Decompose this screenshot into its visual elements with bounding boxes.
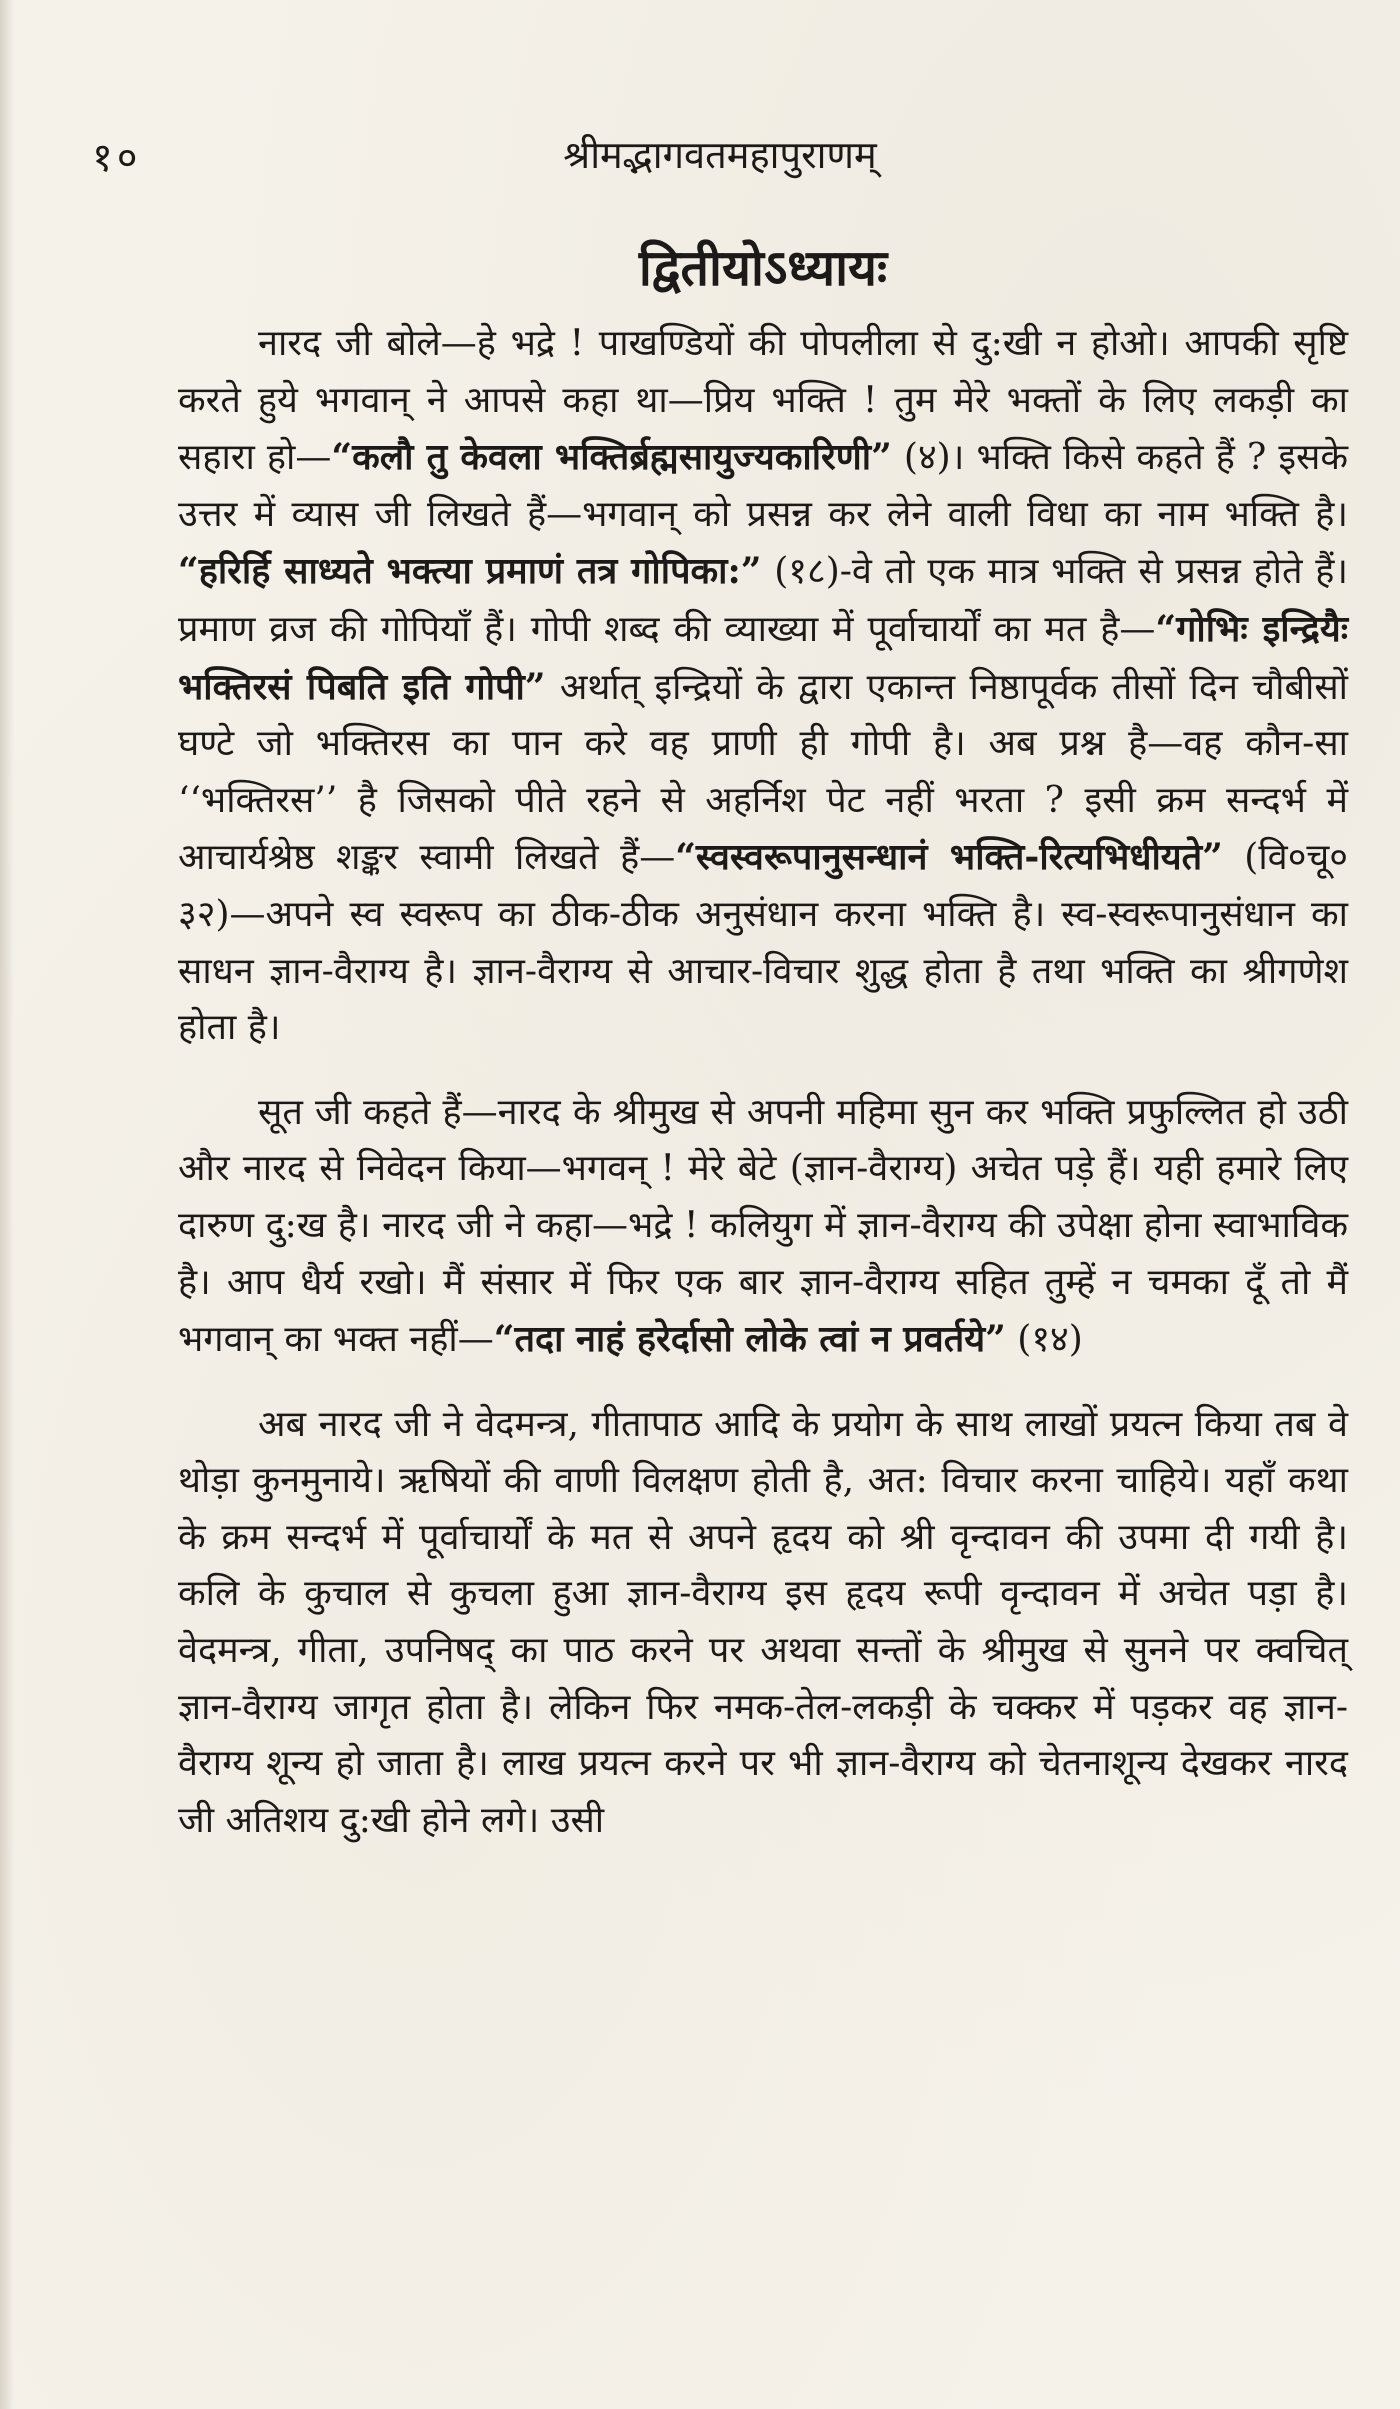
paragraph-1-text-c: (१८)-वे तो एक मात्र भक्ति से प्रसन्न होते हैं। प्रमाण व्रज की गोपियाँ हैं। गोपी शब्द की व्याख्या में पूर्वाचार्यों का मत है— bbox=[178, 551, 1348, 650]
page-edge-shadow bbox=[0, 0, 14, 2409]
sanskrit-quote: “तदा नाहं हरेर्दासो लोके त्वां न प्रवर्तये” bbox=[493, 1318, 1006, 1361]
paragraph-2-text-b: (१४) bbox=[1005, 1319, 1083, 1361]
sanskrit-quote: “गोभिः इन्द्रियैः भक्तिरसं पिबति इति गोपी” bbox=[178, 607, 1348, 708]
paragraph-1-text-b: (४)। भक्ति किसे कहते हैं ? इसके उत्तर में व्यास जी लिखते हैं—भगवान् को प्रसन्न कर लेने वाली विधा का नाम भक्ति है। bbox=[178, 437, 1348, 535]
sanskrit-quote: “हरिर्हि साध्यते भक्त्या प्रमाणं तत्र गोपिका:” bbox=[178, 550, 762, 593]
running-title: श्रीमद्भागवतमहापुराणम् bbox=[563, 133, 877, 177]
paragraph-1-text-e: (वि०चू० ३२)—अपने स्व स्वरूप का ठीक-ठीक अनुसंधान करना भक्ति है। स्व-स्वरूपानुसंधान का साधन ज्ञान-वैराग्य है। ज्ञान-वैराग्य से आचार-विचार शुद्ध होता है तथा भक्ति का श्रीगणेश होता है। bbox=[178, 837, 1348, 1049]
page-header bbox=[92, 128, 1348, 188]
paragraph-2 bbox=[178, 1085, 1348, 1369]
paragraph-3-text-a: अब नारद जी ने वेदमन्त्र, गीतापाठ आदि के प्रयोग के साथ लाखों प्रयत्न किया तब वे थोड़ा कुनमुनाये। ऋषियों की वाणी विलक्षण होती है, अत: विचार करना चाहिये। यहाँ कथा के क्रम सन्दर्भ में पूर्वाचार्यों के मत से अपने हृदय को श्री वृन्दावन की उपमा दी गयी है। कलि के कुचाल से कुचला हुआ ज्ञान-वैराग्य इस हृदय रूपी वृन्दावन में अचेत पड़ा है। वेदमन्त्र, गीता, उपनिषद् का पाठ करने पर अथवा सन्तों के श्रीमुख से सुनने पर क्वचित् ज्ञान-वैराग्य जागृत होता है। लेकिन फिर नमक-तेल-लकड़ी के चक्कर में पड़कर वह ज्ञान-वैराग्य शून्य हो जाता है। लाख प्रयत्न करने पर भी ज्ञान-वैराग्य को चेतनाशून्य देखकर नारद जी अतिशय दु:खी होने लगे। उसी bbox=[178, 1403, 1348, 1841]
paragraph-1-text-a: नारद जी बोले—हे भद्रे ! पाखण्डियों की पोपलीला से दु:खी न होओ। आपकी सृष्टि करते हुये भगवान् ने आपसे कहा था—प्रिय भक्ति ! तुम मेरे भक्तों के लिए लकड़ी का सहारा हो— bbox=[178, 323, 1348, 479]
paragraph-3 bbox=[178, 1397, 1348, 1850]
paragraph-2-text-a: सूत जी कहते हैं—नारद के श्रीमुख से अपनी महिमा सुन कर भक्ति प्रफुल्लित हो उठी और नारद से निवेदन किया—भगवन् ! मेरे बेटे (ज्ञान-वैराग्य) अचेत पड़े हैं। यही हमारे लिए दारुण दु:ख है। नारद जी ने कहा—भद्रे ! कलियुग में ज्ञान-वैराग्य की उपेक्षा होना स्वाभाविक है। आप धैर्य रखो। मैं संसार में फिर एक बार ज्ञान-वैराग्य सहित तुम्हें न चमका दूँ तो मैं भगवान् का भक्त नहीं— bbox=[178, 1091, 1348, 1361]
body-text bbox=[178, 316, 1348, 1877]
sanskrit-quote: “स्वस्वरूपानुसन्धानं भक्ति-रित्यभिधीयते” bbox=[675, 836, 1223, 879]
paragraph-1 bbox=[178, 316, 1348, 1057]
paragraph-1-text-d: अर्थात् इन्द्रियों के द्वारा एकान्त निष्ठापूर्वक तीसों दिन चौबीसों घण्टे जो भक्तिरस का पान करे वह प्राणी ही गोपी है। अब प्रश्न है—वह कौन-सा ‘‘भक्तिरस’’ है जिसको पीते रहने से अहर्निश पेट नहीं भरता ? इसी क्रम सन्दर्भ में आचार्यश्रेष्ठ शङ्कर स्वामी लिखते हैं— bbox=[178, 666, 1349, 879]
sanskrit-quote: “कलौ तु केवला भक्तिर्ब्रह्मसायुज्यकारिणी” bbox=[331, 436, 892, 479]
chapter-title: द्वितीयोऽध्यायः bbox=[638, 238, 888, 297]
page-number: १० bbox=[92, 135, 142, 181]
